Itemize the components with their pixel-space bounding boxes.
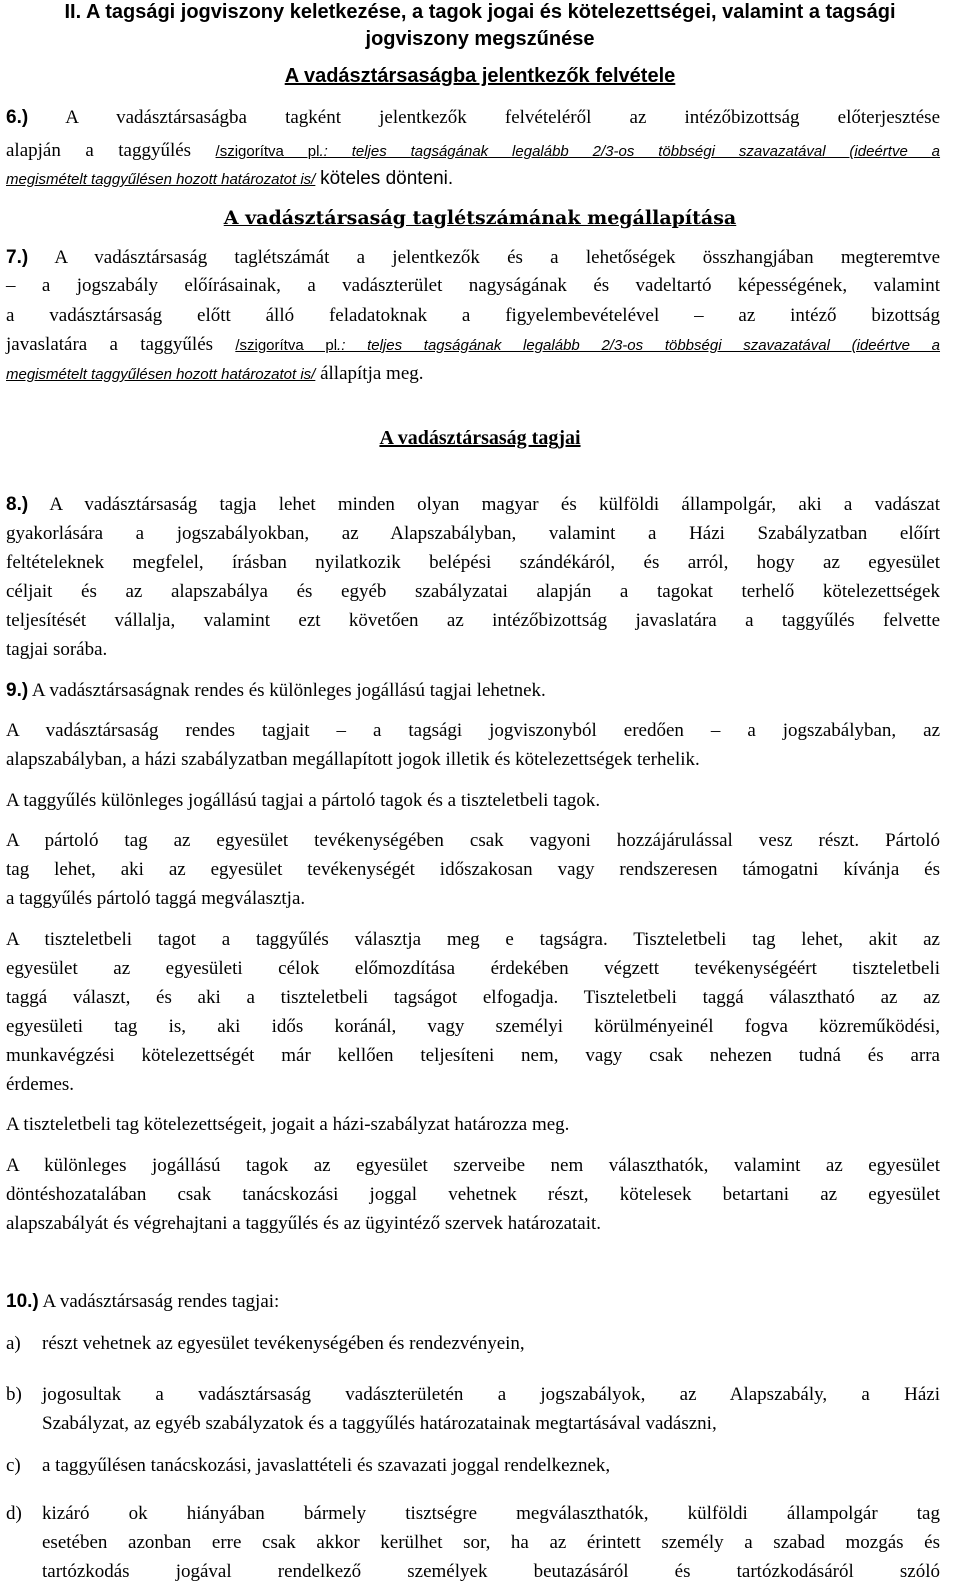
paragraph-line: A tiszteletbeli tagot a taggyűlés választja meg e tagságra. Tiszteletbeli tag lehet, akit az: [6, 929, 940, 950]
paragraph-number: 7.): [6, 247, 29, 268]
list-item-text: a taggyűlésen tanácskozási, javaslattételi és szavazati joggal rendelkeznek,: [42, 1455, 611, 1476]
paragraph-10-intro: 10.) A vadásztársaság rendes tagjai:: [6, 1291, 280, 1312]
paragraph-9-line1: 9.) A vadásztársaságnak rendes és különleges jogállású tagjai lehetnek.: [6, 680, 546, 701]
amendment-note: /szigorítva pl: [235, 337, 338, 354]
subsection-heading: A vadásztársaságba jelentkezők felvétele: [284, 65, 676, 87]
paragraph-number: 9.): [6, 680, 29, 701]
list-item-text: esetében azonban erre csak akkor kerülhet sor, ha az érintett személy a szabad mozgás és: [42, 1532, 940, 1553]
paragraph-8-line: 8.) A vadásztársaság tagja lehet minden olyan magyar és külföldi állampolgár, aki a vadászat: [6, 494, 941, 515]
paragraph-number: 6.): [6, 107, 29, 128]
paragraph-line: döntéshozatalában csak tanácskozási joggal vehetnek részt, kötelesek betartani az egyesület: [6, 1184, 940, 1205]
paragraph-line: tag lehet, aki az egyesület tevékenységét időszakosan vagy rendszeresen támogatni kívánja és: [6, 859, 940, 880]
amendment-note: /szigorítva pl: [215, 143, 320, 160]
paragraph-8-line: céljait és az alapszabálya és egyéb szabályzatai alapján a tagokat terhelő kötelezettségek: [6, 581, 940, 602]
paragraph-6-line1: 6.) A vadásztársaságba tagként jelentkezők felvételéről az intézőbizottság előterjesztése: [6, 107, 941, 128]
paragraph-6-line3: megismételt taggyűlésen hozott határozatot is/ köteles dönteni.: [6, 168, 454, 189]
list-item-text: jogosultak a vadásztársaság vadászterületén a jogszabályok, az Alapszabály, a Házi: [42, 1384, 940, 1405]
paragraph-line: A tiszteletbeli tag kötelezettségeit, jogait a házi-szabályzat határozza meg.: [6, 1114, 570, 1135]
paragraph-line: munkavégzési kötelezettségét már kellően teljesíteni nem, vagy csak nehezen tudná és arra: [6, 1045, 940, 1066]
paragraph-line: érdemes.: [6, 1074, 75, 1095]
amendment-note: megismételt taggyűlésen hozott határozatot is/: [6, 171, 316, 188]
list-item-letter: d): [6, 1503, 22, 1524]
paragraph-7-line5: megismételt taggyűlésen hozott határozatot is/ állapítja meg.: [6, 363, 424, 384]
paragraph-line: egyesületi tag is, aki idős koránál, vagy személyi körülményeinél fogva közreműködési,: [6, 1016, 940, 1037]
list-item-letter: b): [6, 1384, 22, 1405]
list-item-text: részt vehetnek az egyesület tevékenységében és rendezvényein,: [42, 1333, 525, 1354]
list-item-text: tartózkodás jogával rendelkező személyek beutazásáról és tartózkodásáról szóló: [42, 1561, 940, 1582]
heading-members: A vadásztársaság tagjai: [379, 427, 581, 449]
amendment-note: megismételt taggyűlésen hozott határozatot is/: [6, 366, 316, 383]
paragraph-line: A taggyűlés különleges jogállású tagjai a pártoló tagok és a tiszteletbeli tagok.: [6, 790, 601, 811]
section-title-line1: II. A tagsági jogviszony keletkezése, a tagok jogai és kötelezettségei, valamint a tagsági: [64, 1, 896, 23]
paragraph-line: A pártoló tag az egyesület tevékenységében csak vagyoni hozzájárulással vesz részt. Pártoló: [6, 830, 940, 851]
paragraph-line: a taggyűlés pártoló taggá megválasztja.: [6, 888, 306, 909]
paragraph-8-line: gyakorlására a jogszabályokban, az Alapszabályban, valamint a Házi Szabályzatban előírt: [6, 523, 940, 544]
paragraph-number: 8.): [6, 494, 29, 515]
paragraph-line: egyesület az egyesületi célok előmozdítása érdekében végzett tevékenységéért tiszteletbeli: [6, 958, 940, 979]
paragraph-line: taggá választ, és aki a tiszteletbeli tagságot elfogadja. Tiszteletbeli taggá választható az az: [6, 987, 940, 1008]
paragraph-7-line1: 7.) A vadásztársaság taglétszámát a jelentkezők és a lehetőségek összhangjában megteremtve: [6, 247, 941, 268]
list-item-letter: c): [6, 1455, 21, 1476]
paragraph-line: alapszabályát és végrehajtani a taggyűlés és az ügyintéző szervek határozatait.: [6, 1213, 602, 1234]
paragraph-8-line: teljesítését vállalja, valamint ezt követően az intézőbizottság javaslatára a taggyűlés felvette: [6, 610, 940, 631]
paragraph-8-line: feltételeknek megfelel, írásban nyilatkozik belépési szándékáról, és arról, hogy az egyesület: [6, 552, 940, 573]
paragraph-line: A vadásztársaság rendes tagjait – a tagsági jogviszonyból eredően – a jogszabályban, az: [6, 720, 940, 741]
list-item-letter: a): [6, 1333, 21, 1354]
list-item-text: Szabályzat, az egyéb szabályzatok és a taggyűlés határozatainak megtartásával vadászni,: [42, 1413, 717, 1434]
paragraph-7-line2: – a jogszabály előírásainak, a vadászterület nagyságának és vadeltartó képességének, valamint: [6, 275, 940, 296]
list-item-text: kizáró ok hiányában bármely tisztségre megválaszthatók, külföldi állampolgár tag: [42, 1503, 940, 1524]
heading-membership-number: A vadásztársaság taglétszámának megállapítása: [223, 207, 737, 229]
paragraph-number: 10.): [6, 1291, 39, 1312]
paragraph-line: A különleges jogállású tagok az egyesület szerveibe nem választhatók, valamint az egyesület: [6, 1155, 940, 1176]
paragraph-line: alapszabályban, a házi szabályzatban megállapított jogok illetik és kötelezettségek terhelik.: [6, 749, 700, 770]
paragraph-6-line2: alapján a taggyűlés /szigorítva pl.: teljes tagságának legalább 2/3-os többségi szavazatával (ideértve a: [6, 140, 941, 161]
paragraph-7-line3: a vadásztársaság előtt álló feladatoknak a figyelembevételével – az intéző bizottság: [6, 305, 940, 326]
paragraph-7-line4: javaslatára a taggyűlés /szigorítva pl.: teljes tagságának legalább 2/3-os többségi szavazatával (ideértve a: [6, 334, 941, 355]
section-title-line2: jogviszony megszűnése: [365, 28, 595, 50]
paragraph-8-line: tagjai sorába.: [6, 639, 108, 660]
